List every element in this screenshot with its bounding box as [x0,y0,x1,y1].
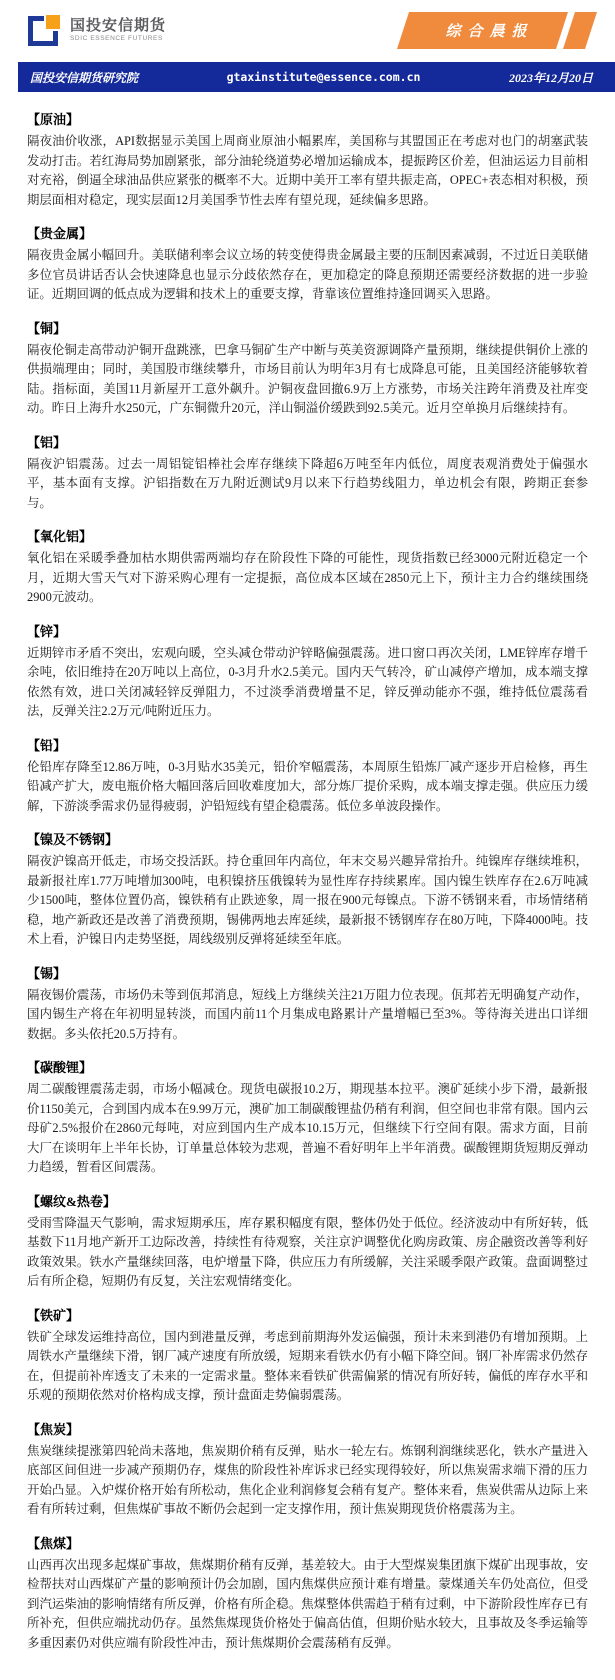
logo-orange-square [44,13,62,31]
section-body: 隔夜油价收涨，API数据显示美国上周商业原油小幅累库，美国称与其盟国正在考虑对也门的胡塞武装发动打击。若红海局势加剧紧张，部分油轮绕道势必增加运输成本，提振跨区价差，但油运运力目前相对充裕，倒逼全球油品供应紧张的概率不大。近期中美开工率有望共振走高，OPEC+表态相对积极，预期层面相对稳定，现实层面12月美国季节性去库有望兑现，延续偏多思路。 [27,134,588,207]
section-title: 【氧化铝】 [27,529,93,544]
section-tin [27,965,588,1045]
section-title: 【锡】 [27,965,67,981]
section-nickel-stainless [27,831,588,950]
section-lithium-carbonate [27,1059,588,1178]
section-title: 【碳酸锂】 [27,1060,93,1075]
section-copper [27,320,588,419]
section-body: 隔夜锡价震荡，市场仍未等到佤邦消息，短线上方继续关注21万阻力位表现。佤邦若无明确复产动作，国内锡生产将在年初明显转淡，而国内前11个月集成电路累计产量增幅已至3%。等待海关进出口详细数据。多头依托20.5万持有。 [27,987,588,1041]
section-body: 隔夜沪镍高开低走，市场交投活跃。持仓重回年内高位，年末交易兴趣异常抬升。纯镍库存继续堆积，最新报社库1.77万吨增加300吨，电积镍挤压俄镍转为显性库存持续累库。国内镍生铁库存在2.6万吨减少1500吨，整体位置仍高，镍铁稍有止跌迹象，周一报在900元每镍点。下游不锈钢来看，市场情绪稍稳，地产新政还是改善了消费预期，锡佛两地去库延续，最新报不锈钢库存在80万吨，下降4000吨。技术上看，沪镍日内走势坚挺，周线级别反弹将延续至年底。 [27,854,588,946]
section-title: 【铜】 [27,320,67,336]
section-aluminum [27,434,588,514]
section-body: 受雨雪降温天气影响，需求短期承压，库存累积幅度有限，整体仍处于低位。经济波动中有所好转，低基数下11月地产新开工边际改善，持续性有待观察，关注京沪调整优化购房政策、房企融资改善等利好政策效果。铁水产量继续回落，电炉增量下降，供应压力有所缓解，关注采暖季限产政策。盘面调整过后有所企稳，短期仍有反复，关注宏观情绪变化。 [27,1215,588,1288]
section-crude-oil [27,111,588,210]
section-body: 隔夜贵金属小幅回升。美联储利率会议立场的转变使得贵金属最主要的压制因素减弱，不过近日美联储多位官员讲话否认会快速降息也显示分歧依然存在，更加稳定的降息预期还需要经济数据的进一步验证。近期回调的低点成为逻辑和技术上的重要支撑，背靠该位置维持逢回调买入思路。 [27,248,588,301]
section-title: 【锌】 [27,623,67,639]
section-body: 山西再次出现多起煤矿事故，焦煤期价稍有反弹，基差较大。由于大型煤炭集团旗下煤矿出现事故，安检帮扶对山西煤矿产量的影响预计仍会加剧，国内焦煤供应预计难有增量。蒙煤通关车仍处高位，但受到汽运柴油的影响情绪有所反弹，价格有所企稳。焦煤整体供需趋于稍有过剩，中下游阶段性库存已有所补充，但供应端扰动仍存。虽然焦煤现货价格处于偏高估值，但期价贴水较大，且事故及冬季运输等多重因素仍对供应端有阶段性冲击，预计焦煤期价会震荡稍有反弹。 [27,1557,588,1650]
logo-text [70,18,166,43]
section-body: 伦铅库存降至12.86万吨，0-3月贴水35美元，铅价窄幅震荡，本周原生铅炼厂减产逐步开启检修，再生铅减产扩大，废电瓶价格大幅回落后回收难度加大，部分炼厂提价采购，成本端支撑走强。供应压力缓解，下游淡季需求仍显得疲弱，沪铅短线有望企稳震荡。低位多单波段操作。 [27,759,588,813]
section-zinc [27,623,588,722]
section-title: 【焦炭】 [27,1421,80,1437]
report-type-label: 综合晨报 [445,24,534,40]
section-precious-metals [27,225,588,305]
section-body: 隔夜沪铝震荡。过去一周铝锭铝棒社会库存继续下降超6万吨至年内低位，周度表观消费处于偏强水平，基本面有支撑。沪铝指数在万九附近测试9月以来下行趋势线阻力，单边机会有限，跨期正套参与。 [27,456,588,510]
section-title: 【原油】 [27,112,80,127]
report-type-banner [397,12,593,49]
section-title: 【铅】 [27,737,67,753]
section-title: 【螺纹&热卷】 [27,1193,116,1209]
section-iron-ore [27,1307,588,1406]
section-title: 【焦煤】 [27,1535,80,1551]
institute-name: 国投安信期货研究院 [30,70,139,85]
company-name-en: SDIC ESSENCE FUTURES [70,34,163,42]
report-date: 2023年12月20日 [508,70,593,85]
report-content [0,92,615,1663]
section-title: 【铝】 [27,434,67,450]
section-title: 【贵金属】 [27,226,93,241]
report-header [0,0,615,62]
section-rebar-hrc [27,1193,588,1292]
company-name: 国投安信期货 [70,16,167,34]
section-title: 【镍及不锈钢】 [27,832,119,847]
section-body: 周二碳酸锂震荡走弱，市场小幅减仓。现货电碳报10.2万，期现基本拉平。澳矿延续小步下滑，最新报价1150美元，合到国内成本在9.99万元，澳矿加工制碳酸锂盐仍稍有利润，但空间也非常有限。国内云母矿2.5%报价在2860元每吨，对应到国内生产成本10.15万元，但继续下行空间有限。需求方面，目前大厂在谈明年上半年长协，订单量总体较为悲观，普遍不看好明年上半年消费。碳酸锂期货短期反弹动力趋缓，暂看区间震荡。 [27,1082,588,1174]
company-logo-icon [28,13,62,47]
section-body: 氧化铝在采暖季叠加枯水期供需两端均存在阶段性下降的可能性，现货指数已经3000元附近稳定一个月，近期大雪天气对下游采购心理有一定提振，高位成本区域在2850元上下，预计主力合约继续围绕2900元波动。 [27,551,588,604]
section-body: 近期锌市矛盾不突出，宏观向暖，空头减仓带动沪锌略偏强震荡。进口窗口再次关闭，LME锌库存增千余吨，依旧维持在20万吨以上高位，0-3月升水2.5美元。国内天气转冷，矿山减停产增加，成本端支撑依然有效，进口关闭减轻锌反弹阻力，不过淡季消费增量不足，锌反弹动能亦不强，维持低位震荡看法，反弹关注2.2万元/吨附近压力。 [27,645,588,718]
company-logo [28,13,166,47]
section-title: 【铁矿】 [27,1307,80,1323]
info-bar [18,62,615,92]
section-coking-coal [27,1535,588,1654]
section-body: 焦炭继续提涨第四轮尚未落地，焦炭期价稍有反弹，贴水一轮左右。炼钢利润继续恶化，铁水产量进入底部区间但进一步减产预期仍存，煤焦的阶段性补库诉求已经实现得较好，所以焦炭需求端下滑的压力开始凸显。入炉煤价格开始有所松动，焦化企业利润修复会稍有复产。整体来看，焦炭供需从边际上来看有所转过剩，但焦煤矿事故不断仍会起到一定支撑作用，预计焦炭期现货价格震荡为主。 [27,1443,588,1516]
section-lead [27,737,588,817]
section-body: 隔夜伦铜走高带动沪铜开盘跳涨，巴拿马铜矿生产中断与英美资源调降产量预期，继续提供铜价上涨的供损端理由；同时，美国股市继续攀升，市场目前认为明年3月有七成降息可能，且美国经济能够软着陆。指标面，美国11月新屋开工意外飙升。沪铜夜盘回撤6.9万上方涨势，市场关注跨年消费及社库变动。昨日上海升水250元，广东铜微升20元，洋山铜溢价缓跌到92.5美元。近月空单换月后继续持有。 [27,342,588,415]
section-coke [27,1421,588,1520]
section-alumina [27,528,588,608]
contact-email[interactable]: gtaxinstitute@essence.com.cn [226,70,421,84]
section-body: 铁矿全球发运维持高位，国内到港量反弹，考虑到前期海外发运偏强，预计未来到港仍有增加预期。上周铁水产量继续下滑，钢厂减产速度有所放缓，短期来看铁水仍有小幅下降空间。钢厂补库需求仍然存在，但提前补库透支了未来的一定需求量。整体来看铁矿供需偏紧的情况有所好转，偏低的库存水平和乐观的预期依然对价格构成支撑，预计盘面走势偏弱震荡。 [27,1329,588,1402]
